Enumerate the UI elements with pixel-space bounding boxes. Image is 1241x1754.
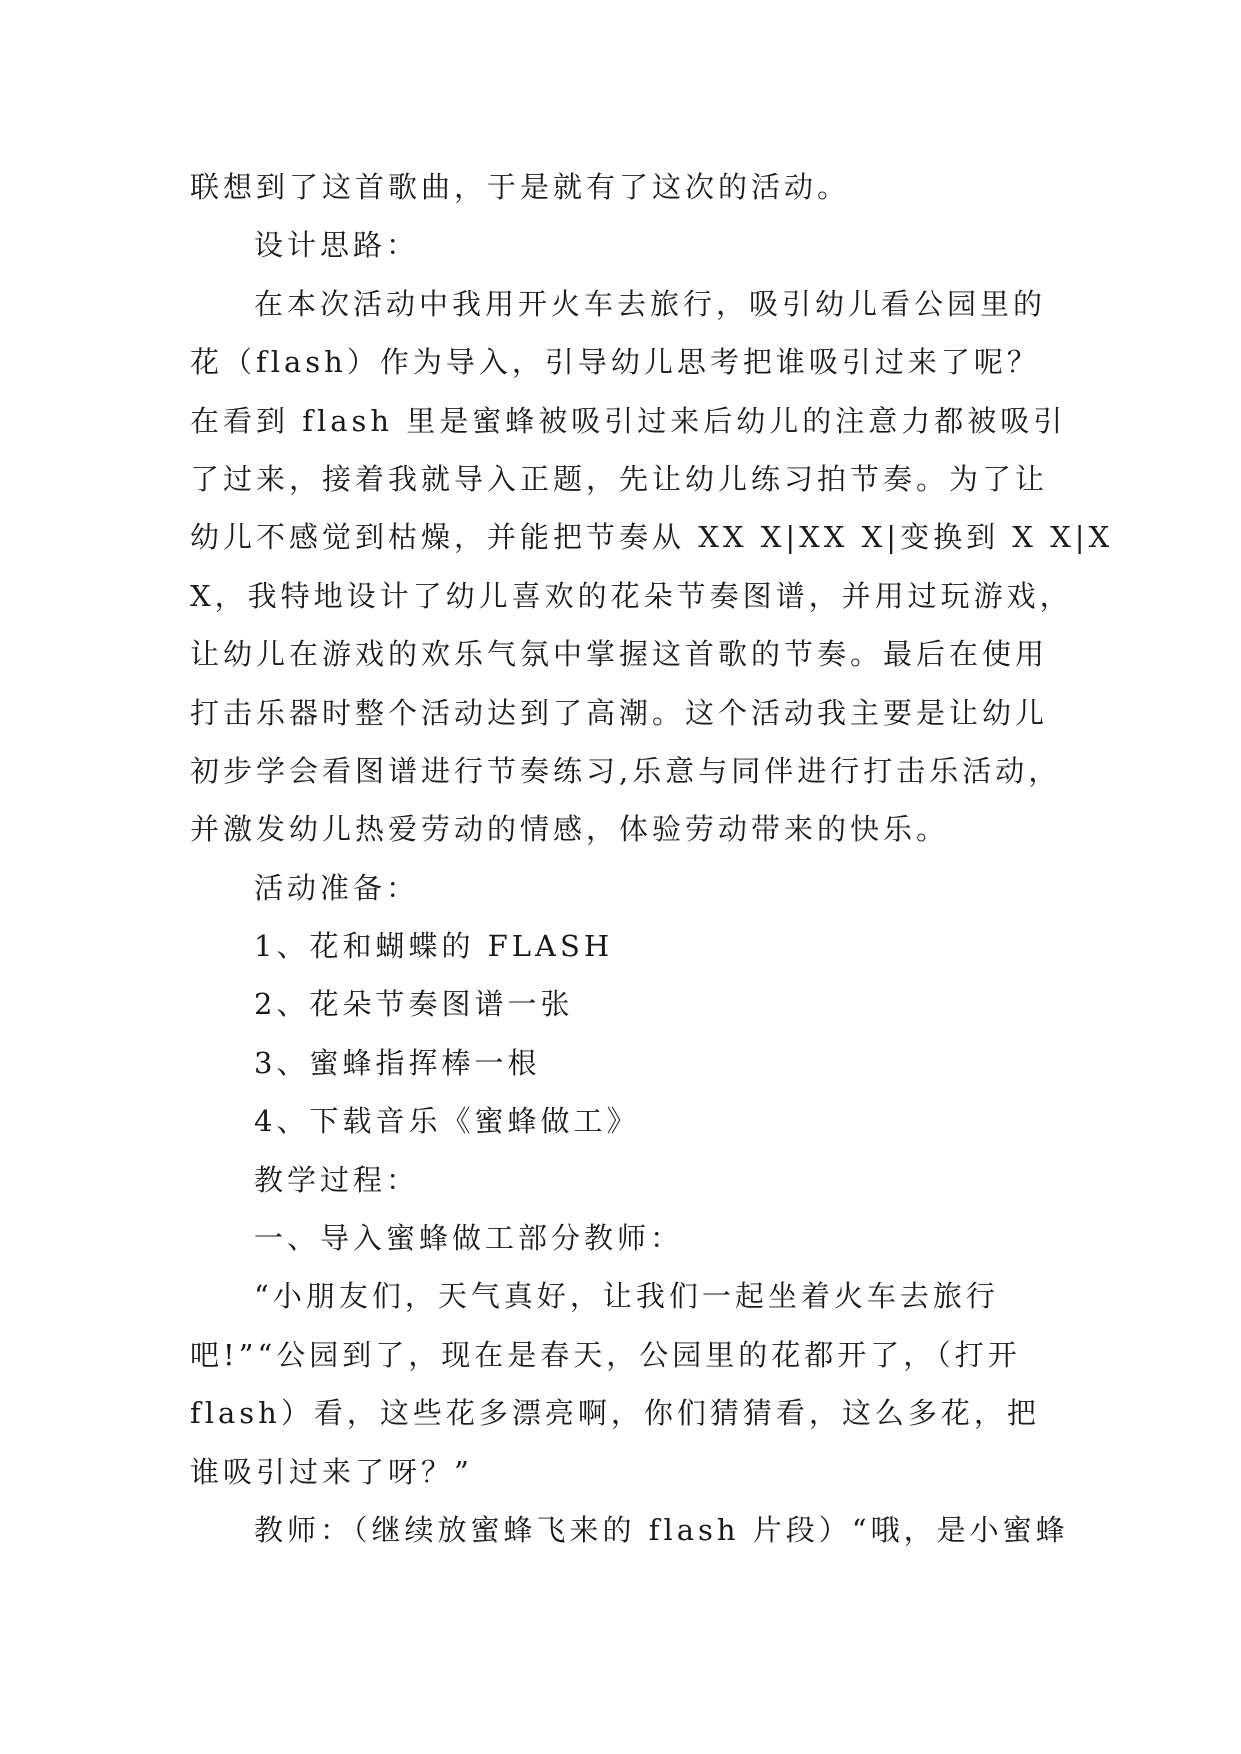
list-item: 3、蜜蜂指挥棒一根 xyxy=(254,1045,541,1080)
subsection-heading: 一、导入蜜蜂做工部分教师： xyxy=(254,1221,684,1256)
list-item: 2、花朵节奏图谱一张 xyxy=(254,987,574,1022)
text-line: 让幼儿在游戏的欢乐气氛中掌握这首歌的节奏。最后在使用 xyxy=(190,637,1049,672)
text-line: 了过来，接着我就导入正题，先让幼儿练习拍节奏。为了让 xyxy=(190,461,1049,496)
list-item: 4、下载音乐《蜜蜂做工》 xyxy=(254,1104,640,1139)
text-line: 初步学会看图谱进行节奏练习,乐意与同伴进行打击乐活动， xyxy=(190,753,1062,788)
text-line: 教师：（继续放蜜蜂飞来的 flash 片段）“哦，是小蜜蜂 xyxy=(254,1512,1069,1547)
list-item: 1、花和蝴蝶的 FLASH xyxy=(254,929,614,964)
text-line: 联想到了这首歌曲，于是就有了这次的活动。 xyxy=(190,170,851,204)
text-line: 并激发幼儿热爱劳动的情感，体验劳动带来的快乐。 xyxy=(190,812,950,847)
text-line: 幼儿不感觉到枯燥，并能把节奏从 XX X|XX X|变换到 X X|X xyxy=(190,520,1114,555)
section-heading-teaching-process: 教学过程： xyxy=(254,1162,420,1197)
text-line: flash）看，这些花多漂亮啊，你们猜猜看，这么多花，把 xyxy=(190,1396,1040,1431)
text-line: 花（flash）作为导入，引导幼儿思考把谁吸引过来了呢？ xyxy=(190,345,1040,380)
text-line: 在看到 flash 里是蜜蜂被吸引过来后幼儿的注意力都被吸引 xyxy=(190,403,1067,438)
text-line: 谁吸引过来了呀？” xyxy=(190,1454,473,1489)
text-line: X，我特地设计了幼儿喜欢的花朵节奏图谱，并用过玩游戏， xyxy=(190,578,1073,613)
text-line: 在本次活动中我用开火车去旅行，吸引幼儿看公园里的 xyxy=(254,286,1047,321)
section-heading-design-idea: 设计思路： xyxy=(254,228,420,263)
text-line: 吧!”“公园到了，现在是春天，公园里的花都开了，（打开 xyxy=(190,1337,1021,1372)
text-line: “小朋友们，天气真好，让我们一起坐着火车去旅行 xyxy=(254,1279,999,1314)
body-text xyxy=(190,158,1114,1559)
section-heading-preparation: 活动准备： xyxy=(254,870,420,905)
text-line: 打击乐器时整个活动达到了高潮。这个活动我主要是让幼儿 xyxy=(190,695,1049,730)
